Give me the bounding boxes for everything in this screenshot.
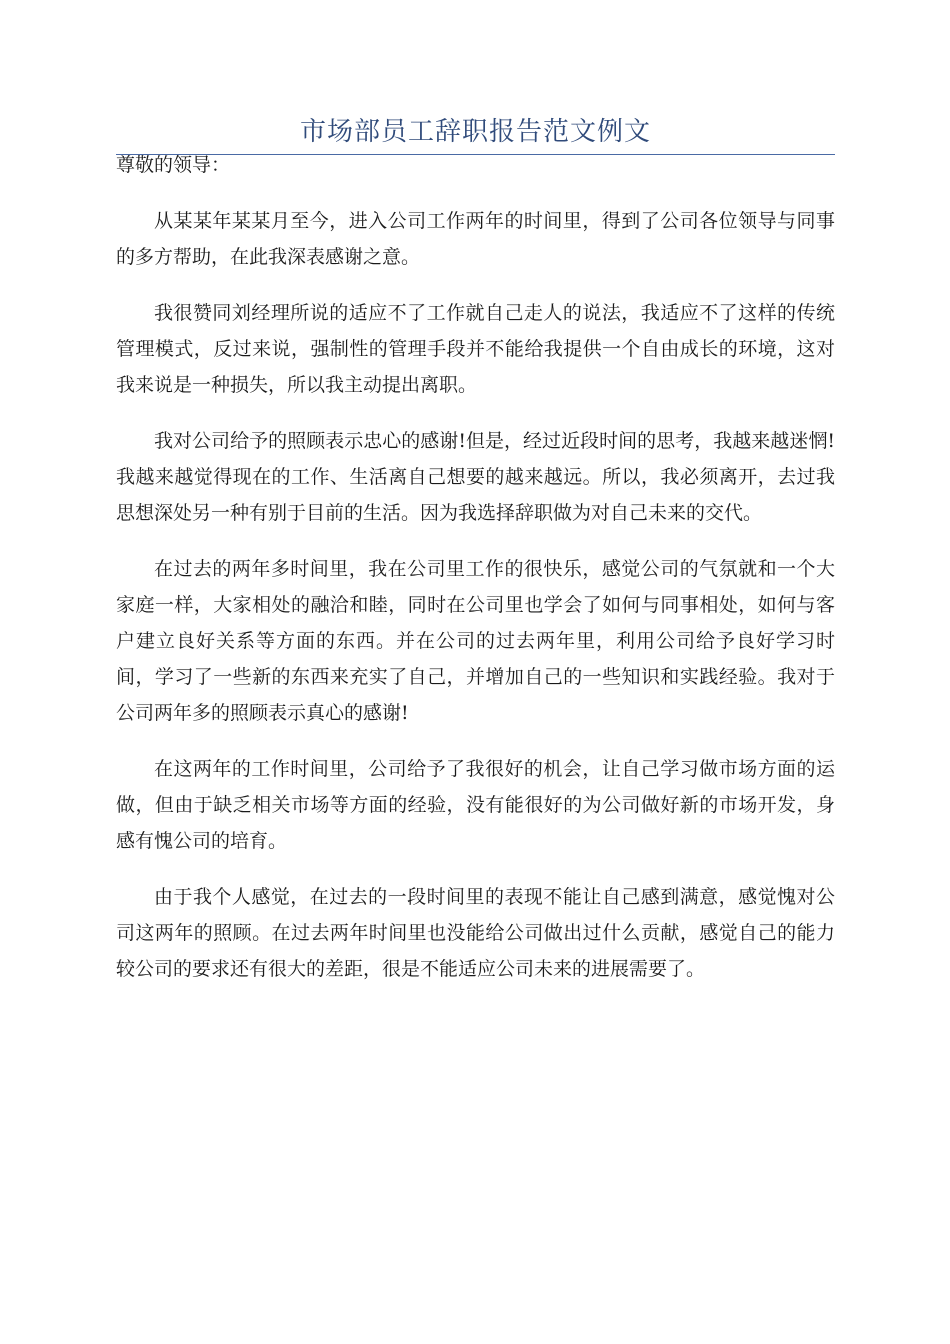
paragraph-4: 在过去的两年多时间里，我在公司里工作的很快乐，感觉公司的气氛就和一个大家庭一样，大家相处的融洽和睦，同时在公司里也学会了如何与同事相处，如何与客户建立良好关系等方面的东西。并在公司的过去两年里，利用公司给予良好学习时间，学习了一些新的东西来充实了自己，并增加自己的一些知识和实践经验。我对于公司两年多的照顾表示真心的感谢! (116, 558, 835, 724)
document-title: 市场部员工辞职报告范文例文 (299, 117, 651, 147)
paragraph-6: 由于我个人感觉，在过去的一段时间里的表现不能让自己感到满意，感觉愧对公司这两年的照顾。在过去两年时间里也没能给公司做出过什么贡献，感觉自己的能力较公司的要求还有很大的差距，很是不能适应公司未来的进展需要了。 (116, 886, 835, 980)
salutation: 尊敬的领导： (116, 154, 231, 176)
paragraph-3: 我对公司给予的照顾表示忠心的感谢!但是，经过近段时间的思考，我越来越迷惘!我越来越觉得现在的工作、生活离自己想要的越来越远。所以，我必须离开，去过我思想深处另一种有别于目前的生活。因为我选择辞职做为对自己未来的交代。 (116, 430, 835, 524)
document-body (116, 147, 835, 1007)
paragraph-1: 从某某年某某月至今，进入公司工作两年的时间里，得到了公司各位领导与同事的多方帮助，在此我深表感谢之意。 (116, 210, 835, 268)
paragraph-2: 我很赞同刘经理所说的适应不了工作就自己走人的说法，我适应不了这样的传统管理模式，反过来说，强制性的管理手段并不能给我提供一个自由成长的环境，这对我来说是一种损失，所以我主动提出离职。 (116, 302, 835, 396)
paragraph-5: 在这两年的工作时间里，公司给予了我很好的机会，让自己学习做市场方面的运做，但由于缺乏相关市场等方面的经验，没有能很好的为公司做好新的市场开发，身感有愧公司的培育。 (116, 758, 835, 852)
